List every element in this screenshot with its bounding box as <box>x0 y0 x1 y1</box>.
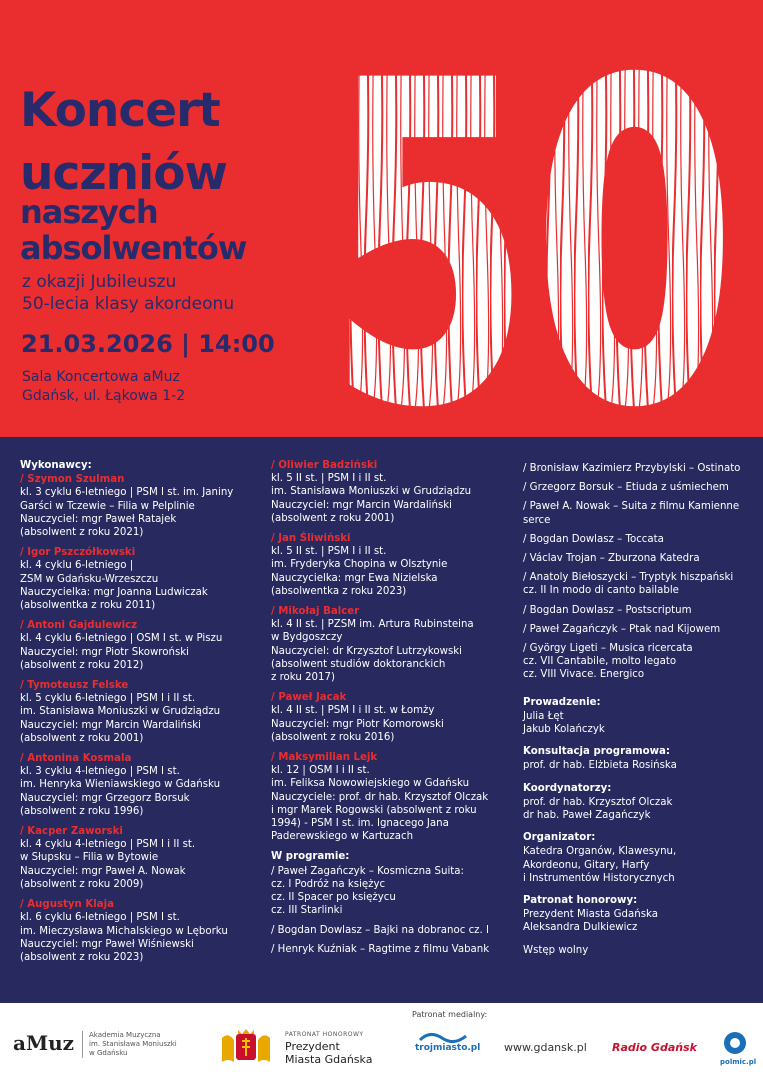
performer-detail: im. Mieczysława Michalskiego w Lęborku <box>20 925 228 937</box>
credit-line: dr hab. Paweł Zagańczyk <box>523 810 651 822</box>
program-item <box>523 623 758 636</box>
performer-detail: im. Stanisława Moniuszki w Grudziądzu <box>271 486 472 498</box>
performer-detail: Nauczyciel: dr Krzysztof Lutrzykowski <box>271 645 462 657</box>
performer-detail: kl. 5 II st. | PSM I i II st. <box>271 473 387 485</box>
performer-detail: (absolwent z roku 2001) <box>20 732 144 744</box>
credit-block <box>523 831 758 885</box>
credit-heading: Patronat honorowy: <box>523 895 638 907</box>
performer-detail: Nauczyciel: mgr Paweł Wiśniewski <box>20 938 194 950</box>
performer-entry <box>271 691 516 744</box>
program-line: / Paweł A. Nowak – Suita z filmu Kamienne <box>523 501 740 513</box>
performer-detail: (absolwent z roku 2021) <box>20 527 144 539</box>
performer-detail: i mgr Marek Rogowski (absolwent z roku <box>271 804 477 816</box>
amuz-name <box>82 1031 177 1058</box>
program-line: cz. III Starlinki <box>271 905 343 917</box>
performer-detail: kl. 5 cyklu 6-letniego | PSM I i II st. <box>20 693 196 705</box>
entry-note: Wstęp wolny <box>523 944 589 956</box>
performer-detail: im. Fryderyka Chopina w Olsztynie <box>271 559 448 571</box>
performers-column-2 <box>271 459 516 962</box>
performer-entry <box>271 605 516 684</box>
program-line: / Bronisław Kazimierz Przybylski – Ostinato <box>523 463 741 474</box>
performer-detail: Nauczyciel: mgr Paweł A. Nowak <box>20 865 186 877</box>
performer-entry <box>20 752 260 818</box>
credit-block <box>523 894 758 935</box>
program-line: serce <box>523 514 551 526</box>
program-item <box>271 865 516 918</box>
program-line: / Bogdan Dowlasz – Toccata <box>523 533 664 545</box>
performer-entry <box>20 546 260 612</box>
performer-detail: Nauczycielka: mgr Ewa Nizielska <box>271 572 438 584</box>
performer-detail: (absolwent z roku 1996) <box>20 805 144 817</box>
performer-detail: Nauczyciel: mgr Piotr Skowroński <box>20 646 189 658</box>
performer-name: / Maksymilian Lejk <box>271 752 378 764</box>
patron-name-line: Prezydent <box>285 1040 340 1053</box>
program-column-3 <box>523 462 758 957</box>
program-line: / Paweł Zagańczyk – Ptak nad Kijowem <box>523 623 721 635</box>
amuz-logo: aMuz <box>13 1031 74 1055</box>
footer <box>0 1003 763 1080</box>
performer-entry <box>20 473 260 539</box>
program-item <box>523 533 758 546</box>
credit-heading: Organizator: <box>523 832 596 844</box>
performer-detail: Nauczycielka: mgr Joanna Ludwiczak <box>20 586 208 598</box>
venue-address: Gdańsk, ul. Łąkowa 1-2 <box>22 388 186 404</box>
program-line: / Bogdan Dowlasz – Postscriptum <box>523 604 692 616</box>
spacer <box>523 688 758 696</box>
performer-detail: kl. 6 cyklu 6-letniego | PSM I st. <box>20 912 180 924</box>
credit-line: prof. dr hab. Elżbieta Rosińska <box>523 760 677 772</box>
performer-detail: (absolwentka z roku 2023) <box>271 585 407 597</box>
performer-detail: Nauczyciel: mgr Piotr Komorowski <box>271 718 444 730</box>
performer-detail: Nauczyciele: prof. dr hab. Krzysztof Olczak <box>271 791 489 803</box>
subtitle-line-2: 50-lecia klasy akordeonu <box>22 294 235 314</box>
program-item <box>271 943 516 956</box>
performer-detail: kl. 4 cyklu 4-letniego | PSM I i II st. <box>20 839 196 851</box>
performer-detail: (absolwent z roku 2012) <box>20 659 144 671</box>
patron-name <box>285 1040 372 1066</box>
program-line: cz. I Podróż na księżyc <box>271 878 386 890</box>
event-date: 21.03.2026 | 14:00 <box>21 330 275 358</box>
performer-detail: kl. 12 | OSM I i II st. <box>271 765 370 777</box>
performer-detail: (absolwentka z roku 2011) <box>20 600 156 612</box>
program-line: cz. II In modo di canto bailable <box>523 585 679 597</box>
credit-heading: Prowadzenie: <box>523 696 601 708</box>
performers-column-1 <box>20 459 260 971</box>
performer-entry <box>20 619 260 672</box>
performer-detail: kl. 4 cyklu 6-letniego | <box>20 560 134 572</box>
program-item <box>523 571 758 597</box>
program-line: / György Ligeti – Musica ricercata <box>523 643 693 655</box>
program-item <box>523 642 758 682</box>
amuz-name-line: w Gdańsku <box>89 1049 128 1057</box>
performers-heading: Wykonawcy: <box>20 460 92 471</box>
performer-entry <box>271 459 516 525</box>
credit-heading: Konsultacja programowa: <box>523 746 670 758</box>
radio-gdansk-logo: Radio Gdańsk <box>612 1041 697 1054</box>
media-patronage-label: Patronat medialny: <box>412 1010 488 1019</box>
program-line: cz. VIII Vivace. Energico <box>523 669 645 681</box>
title-line-4: absolwentów <box>20 229 247 267</box>
title-line-1: Koncert <box>20 83 220 138</box>
performer-detail: im. Feliksa Nowowiejskiego w Gdańsku <box>271 778 470 790</box>
credit-line: Jakub Kolańczyk <box>523 724 605 736</box>
performer-entry <box>271 532 516 598</box>
credit-line: i Instrumentów Historycznych <box>523 872 675 884</box>
performer-detail: kl. 4 II st. | PSM I i II st. w Łomży <box>271 705 435 717</box>
performer-name: / Oliwier Badziński <box>271 460 378 471</box>
program-line: / Bogdan Dowlasz – Bajki na dobranoc cz. I <box>271 924 489 936</box>
performer-name: / Jan Śliwiński <box>271 533 351 545</box>
performer-detail: w Bydgoszczy <box>271 632 343 644</box>
performer-name: / Szymon Szulman <box>20 474 125 486</box>
fifty-number: 50 <box>327 30 737 410</box>
performer-detail: im. Henryka Wieniawskiego w Gdańsku <box>20 779 221 791</box>
program-item <box>523 481 758 494</box>
trojmiasto-logo: trojmiasto.pl <box>415 1043 481 1053</box>
performer-detail: kl. 5 II st. | PSM I i II st. <box>271 546 387 558</box>
performer-entry <box>20 825 260 891</box>
credit-block <box>523 696 758 737</box>
performer-name: / Tymoteusz Felske <box>20 680 129 692</box>
title-line-3: naszych <box>20 193 158 231</box>
performer-detail: Nauczyciel: mgr Grzegorz Borsuk <box>20 792 190 804</box>
program-line: / Anatoly Biełoszycki – Tryptyk hiszpański <box>523 572 734 584</box>
performer-detail: ZSM w Gdańsku-Wrzeszczu <box>20 573 159 585</box>
credit-line: Prezydent Miasta Gdańska <box>523 909 658 921</box>
amuz-name-line: Akademia Muzyczna <box>89 1031 161 1039</box>
program-line: / Grzegorz Borsuk – Etiuda z uśmiechem <box>523 482 729 494</box>
title-line-2: uczniów <box>20 146 227 201</box>
performer-detail: (absolwent z roku 2016) <box>271 731 395 743</box>
performer-name: / Paweł Jacak <box>271 692 347 704</box>
performer-detail: (absolwent z roku 2023) <box>20 951 144 963</box>
performer-entry <box>271 751 516 843</box>
program-line: cz. II Spacer po księżycu <box>271 892 396 904</box>
gdansk-logo: www.gdansk.pl <box>504 1041 587 1054</box>
performer-detail: kl. 3 cyklu 6-letniego | PSM I st. im. Janiny <box>20 487 234 499</box>
polmic-logo: polmic.pl <box>720 1058 757 1066</box>
performer-detail: kl. 3 cyklu 4-letniego | PSM I st. <box>20 766 180 778</box>
venue-name: Sala Koncertowa aMuz <box>22 369 180 385</box>
program-item <box>523 500 758 526</box>
performer-detail: kl. 4 cyklu 6-letniego | OSM I st. w Piszu <box>20 633 223 645</box>
credit-line: Akordeonu, Gitary, Harfy <box>523 859 650 871</box>
performer-name: / Mikołaj Balcer <box>271 606 360 618</box>
amuz-name-line: im. Stanisława Moniuszki <box>89 1040 177 1048</box>
program-line: / Václav Trojan – Zburzona Katedra <box>523 553 700 565</box>
performer-name: / Kacper Zaworski <box>20 826 123 838</box>
performer-detail: im. Stanisława Moniuszki w Grudziądzu <box>20 706 221 718</box>
patron-small-label: PATRONAT HONOROWY <box>285 1031 364 1038</box>
credit-heading: Koordynatorzy: <box>523 782 612 794</box>
credit-line: Katedra Organów, Klawesynu, <box>523 846 677 858</box>
performer-detail: Nauczyciel: mgr Marcin Wardaliński <box>20 719 201 731</box>
credit-block <box>523 782 758 823</box>
performer-name: / Antonina Kosmala <box>20 753 132 765</box>
performer-entry <box>20 898 260 964</box>
program-item <box>523 552 758 565</box>
program-item <box>523 462 758 475</box>
performer-detail: Paderewskiego w Kartuzach <box>271 831 414 843</box>
performer-detail: (absolwent studiów doktoranckich <box>271 658 446 670</box>
credit-line: Aleksandra Dulkiewicz <box>523 922 638 934</box>
program-line: / Paweł Zagańczyk – Kosmiczna Suita: <box>271 865 464 877</box>
credit-line: Julia Łęt <box>523 710 564 722</box>
performer-detail: z roku 2017) <box>271 672 335 684</box>
performer-detail: kl. 4 II st. | PZSM im. Artura Rubinsteina <box>271 619 474 631</box>
performer-detail: 1994) - PSM I st. im. Ignacego Jana <box>271 818 449 830</box>
fifty-graphic <box>322 30 742 410</box>
performer-name: / Igor Pszczółkowski <box>20 547 136 559</box>
credit-block <box>523 745 758 772</box>
patron-name-line: Miasta Gdańska <box>285 1053 373 1066</box>
header-section <box>0 0 763 437</box>
performer-detail: Nauczyciel: mgr Marcin Wardaliński <box>271 499 452 511</box>
performer-name: / Antoni Gajdulewicz <box>20 620 138 632</box>
performer-detail: Nauczyciel: mgr Paweł Ratajek <box>20 513 177 525</box>
program-item <box>271 924 516 937</box>
program-line: / Henryk Kuźniak – Ragtime z filmu Vabank <box>271 943 490 955</box>
gdansk-crest-icon <box>218 1028 274 1068</box>
details-section <box>0 437 763 1003</box>
performer-name: / Augustyn Klaja <box>20 899 114 911</box>
credit-line: prof. dr hab. Krzysztof Olczak <box>523 796 673 808</box>
program-line: cz. VII Cantabile, molto legato <box>523 656 677 668</box>
performer-detail: Garści w Tczewie – Filia w Pelplinie <box>20 500 195 512</box>
program-heading: W programie: <box>271 851 350 863</box>
performer-detail: (absolwent z roku 2001) <box>271 512 395 524</box>
performer-detail: w Słupsku – Filia w Bytowie <box>20 852 159 864</box>
program-item <box>523 604 758 617</box>
subtitle-line-1: z okazji Jubileuszu <box>22 272 177 292</box>
performer-entry <box>20 679 260 745</box>
performer-detail: (absolwent z roku 2009) <box>20 878 144 890</box>
